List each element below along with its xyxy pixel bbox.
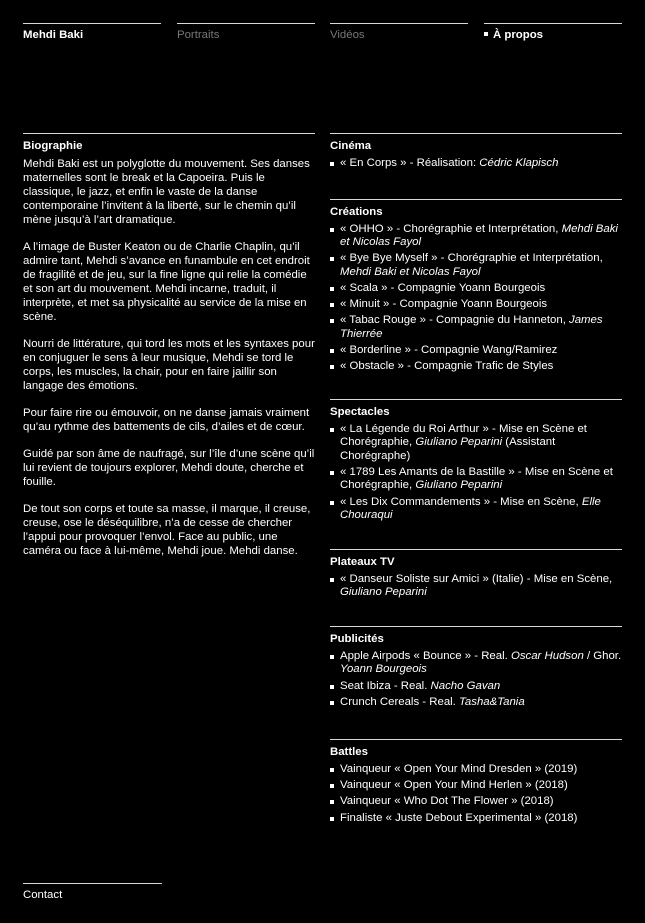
- item-credit: Elle Chouraqui: [340, 495, 601, 522]
- item-credit: James Thierrée: [340, 314, 603, 340]
- item-text: Finaliste « Juste Debout Experimental » (2018): [340, 811, 578, 824]
- item-text: « Borderline » - Compagnie Wang/Ramirez: [340, 343, 558, 356]
- item-text: Crunch Cereals - Real.: [340, 695, 460, 708]
- list-item: [330, 423, 622, 464]
- item-note: / Ghor.: [583, 649, 622, 662]
- item-text: « Danseur Soliste sur Amici » (Italie) - Mise en Scène,: [340, 572, 613, 585]
- section-plateaux-tv: [330, 549, 622, 600]
- section-publicit-s: [330, 626, 622, 709]
- item-credit: Mehdi Baki et Nicolas Fayol: [340, 222, 618, 249]
- item-text: Vainqueur « Who Dot The Flower » (2018): [340, 795, 554, 808]
- biography-section: [23, 133, 315, 571]
- section-list: [330, 157, 622, 171]
- biography-title: Biographie: [23, 140, 83, 152]
- item-credit: Yoann Bourgeois: [340, 663, 427, 676]
- section-spectacles: [330, 399, 622, 523]
- section-title: Cinéma: [330, 140, 372, 152]
- section-cr-ations: [330, 199, 622, 374]
- item-text: « Scala » - Compagnie Yoann Bourgeois: [340, 281, 546, 294]
- item-text: « Les Dix Commandements » - Mise en Scène,: [340, 495, 582, 508]
- section-title: Plateaux TV: [330, 555, 395, 568]
- item-text: Seat Ibiza - Real.: [340, 679, 431, 692]
- list-item: [330, 795, 622, 809]
- list-item: [330, 282, 622, 296]
- section-title: Créations: [330, 205, 383, 218]
- section-list: [330, 423, 622, 523]
- biography-paragraph: Guidé par son âme de naufragé, sur l’île d’une scène qu’il lui revient de toujours explorer, Mehdi doute, cherche et fouille.: [23, 448, 315, 488]
- contact-link[interactable]: Contact: [23, 889, 63, 901]
- item-text: « La Légende du Roi Arthur » - Mise en Scène et Chorégraphie,: [340, 422, 587, 449]
- item-text: « 1789 Les Amants de la Bastille » - Mise en Scène et Chorégraphie,: [340, 465, 613, 492]
- list-item: [330, 779, 622, 793]
- item-text: « Obstacle » - Compagnie Trafic de Styles: [340, 359, 554, 372]
- section-cin-ma: [330, 133, 622, 171]
- nav-videos-link[interactable]: Vidéos: [330, 23, 468, 43]
- item-credit: Tasha&Tania: [459, 695, 525, 708]
- item-note: (Assistant Chorégraphe): [340, 436, 556, 462]
- list-item: [330, 298, 622, 312]
- list-item: [330, 157, 622, 171]
- item-credit: Oscar Hudson: [510, 649, 584, 662]
- footer: [23, 883, 162, 902]
- section-title: Spectacles: [330, 405, 390, 418]
- list-item: [330, 252, 622, 279]
- item-text: « Minuit » - Compagnie Yoann Bourgeois: [340, 298, 548, 311]
- biography-paragraph: A l’image de Buster Keaton ou de Charlie Chaplin, qu’il admire tant, Mehdi s’avance en funambule en cet endroit de fragilité et de jeu, sur la fine ligne qui relie la comédie et son art du mouvement. Mehdi incarne, traduit, il interprète, et met sa physicalité au service de la mise en scène.: [23, 241, 310, 323]
- item-credit: Giuliano Peparini: [415, 479, 503, 492]
- nav-portraits-link[interactable]: Portraits: [177, 23, 315, 43]
- nav-home-link[interactable]: Mehdi Baki: [23, 23, 161, 43]
- item-text: « En Corps » - Réalisation:: [340, 157, 480, 169]
- list-item: [330, 344, 622, 358]
- section-list: [330, 223, 622, 374]
- list-item: [330, 680, 622, 694]
- section-list: [330, 573, 622, 600]
- biography-text: [23, 157, 315, 558]
- list-item: [330, 223, 622, 250]
- list-item: [330, 360, 622, 374]
- nav-about-label: À propos: [493, 29, 543, 41]
- list-item: [330, 696, 622, 710]
- item-text: Vainqueur « Open Your Mind Dresden » (2019): [340, 763, 578, 776]
- section-list: [330, 650, 622, 709]
- item-text: Apple Airpods « Bounce » - Real.: [340, 649, 511, 662]
- biography-paragraph: Nourri de littérature, qui tord les mots et les syntaxes pour en conjuguer le sens à leur musique, Mehdi se tord le corps, les muscles, la chair, pour en faire jaillir son langage des émotions.: [23, 338, 315, 392]
- section-battles: [330, 739, 622, 825]
- top-navigation: [23, 23, 622, 43]
- biography-paragraph: De tout son corps et toute sa masse, il marque, il creuse, creuse, ose le déséquilibre, n’a de cesse de chercher l’appui pour provoquer l’envol. Face au public, une caméra ou face à lui-même, Mehdi joue. Mehdi danse.: [23, 503, 311, 557]
- item-credit: Mehdi Baki et Nicolas Fayol: [340, 265, 481, 278]
- section-list: [330, 763, 622, 825]
- item-credit: Giuliano Peparini: [415, 436, 503, 449]
- nav-about-link[interactable]: [484, 23, 622, 43]
- list-item: [330, 650, 622, 677]
- item-credit: Giuliano Peparini: [340, 586, 427, 599]
- section-title: Battles: [330, 746, 368, 759]
- list-item: [330, 314, 622, 341]
- active-indicator-icon: [484, 32, 488, 36]
- item-credit: Nacho Gavan: [430, 679, 501, 692]
- list-item: [330, 466, 622, 493]
- list-item: [330, 496, 622, 523]
- list-item: [330, 763, 622, 777]
- list-item: [330, 573, 622, 600]
- section-title: Publicités: [330, 632, 384, 645]
- biography-paragraph: Pour faire rire ou émouvoir, on ne danse jamais vraiment qu’au rythme des battements de cils, d’ailes et de cœur.: [23, 407, 310, 433]
- item-text: « Bye Bye Myself » - Chorégraphie et Interprétation,: [340, 252, 603, 265]
- item-text: « Tabac Rouge » - Compagnie du Hanneton,: [340, 314, 570, 327]
- item-text: Vainqueur « Open Your Mind Herlen » (2018): [340, 779, 568, 792]
- list-item: [330, 812, 622, 826]
- credits-column: [330, 133, 622, 828]
- item-text: « OHHO » - Chorégraphie et Interprétation,: [340, 222, 562, 235]
- item-credit: Cédric Klapisch: [479, 157, 559, 169]
- biography-paragraph: Mehdi Baki est un polyglotte du mouvement. Ses danses maternelles sont le break et la Capoeira. Puis le classique, le jazz, et enfin le vaste de la danse contemporaine l’invitent à la liberté, sur le chemin qu’il mène jusqu’à l’art dramatique.: [23, 158, 310, 226]
